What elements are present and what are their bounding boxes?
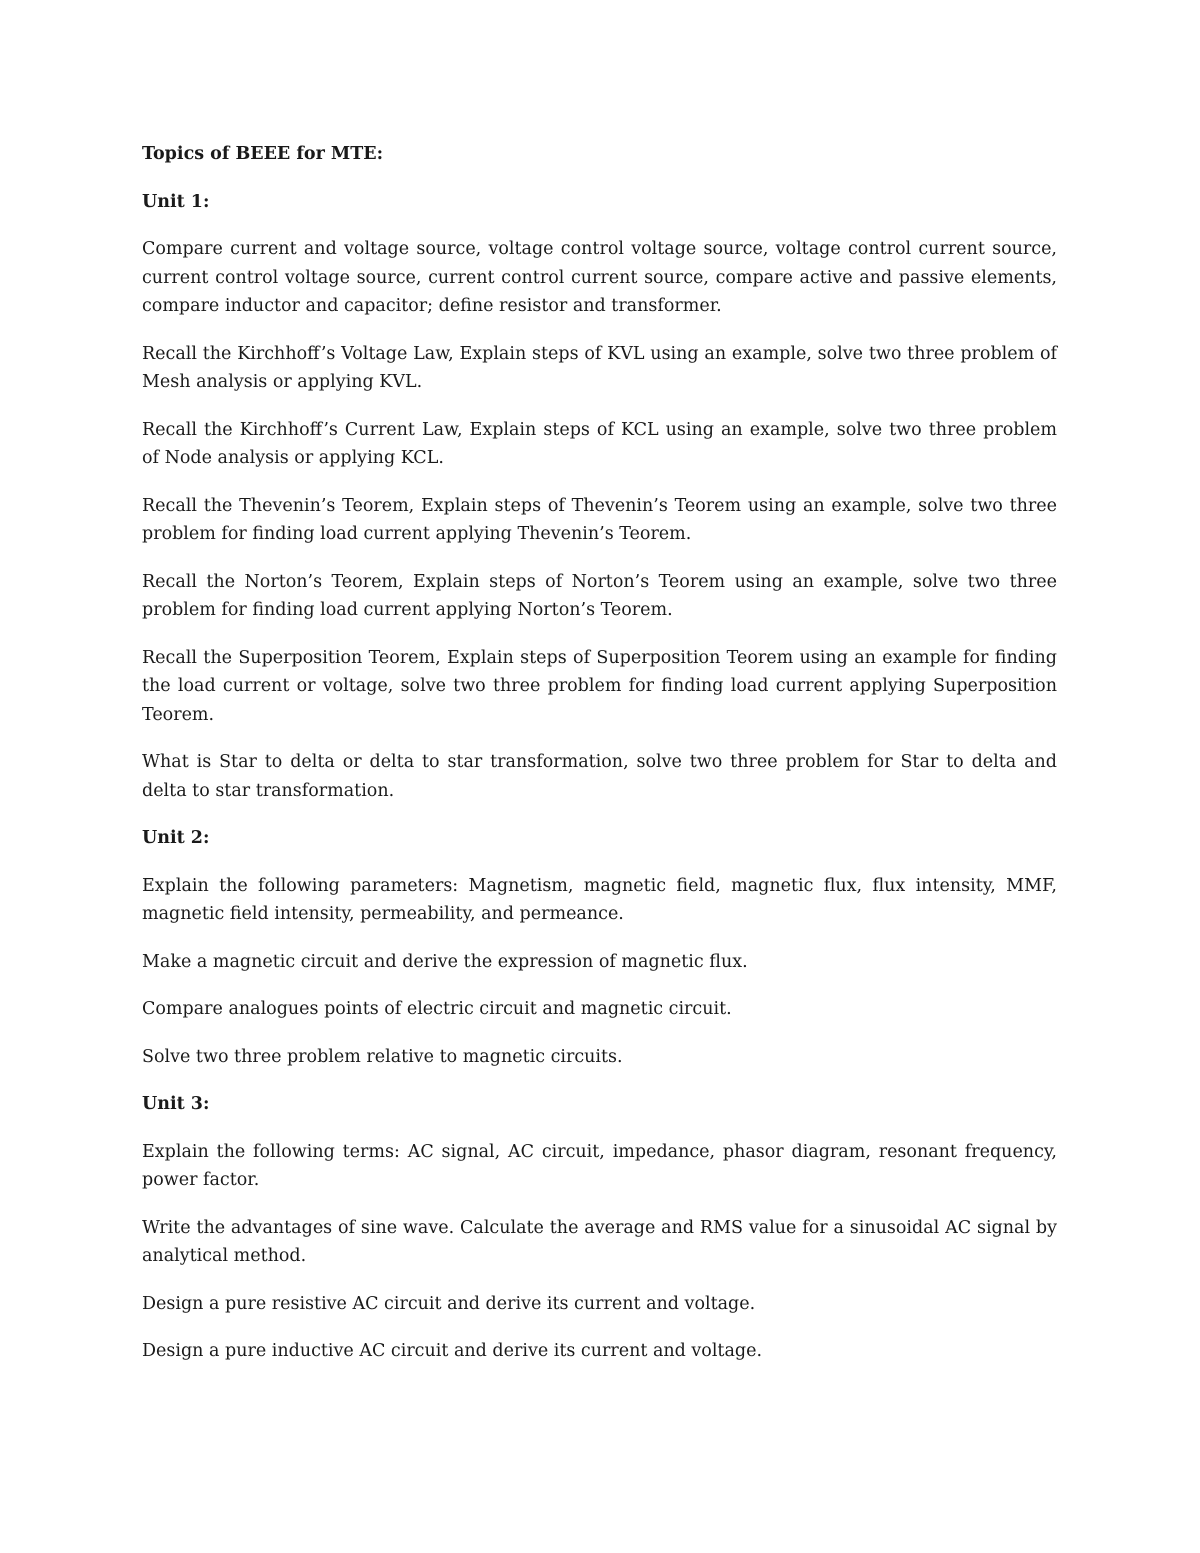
unit-2-paragraph-2: Make a magnetic circuit and derive the expression of magnetic flux.: [142, 951, 748, 972]
unit-3-paragraph-2: Write the advantages of sine wave. Calculate the average and RMS value for a sinusoidal AC signal by analytical method.: [142, 1217, 1057, 1266]
unit-3-heading: Unit 3:: [142, 1094, 210, 1114]
unit-3-paragraph-3: Design a pure resistive AC circuit and derive its current and voltage.: [142, 1293, 756, 1314]
unit-1-paragraph-2: Recall the Kirchhoff’s Voltage Law, Explain steps of KVL using an example, solve two three problem of Mesh analysis or applying KVL.: [142, 343, 1057, 392]
unit-2-section: [142, 824, 1057, 1071]
unit-2-heading: Unit 2:: [142, 828, 210, 848]
unit-2-paragraph-1: Explain the following parameters: Magnetism, magnetic field, magnetic flux, flux intensity, MMF, magnetic field intensity, permeability, and permeance.: [142, 875, 1057, 924]
unit-1-heading: Unit 1:: [142, 191, 210, 212]
unit-1-paragraph-7: What is Star to delta or delta to star transformation, solve two three problem for Star to delta and delta to star transformation.: [142, 752, 1057, 801]
document-body: [142, 140, 1057, 1385]
unit-2-paragraph-4: Solve two three problem relative to magnetic circuits.: [142, 1046, 623, 1067]
unit-1-paragraph-6: Recall the Superposition Teorem, Explain steps of Superposition Teorem using an example for finding the load current or voltage, solve two three problem for finding load current applying Superposition Teorem.: [142, 647, 1057, 725]
unit-1-paragraph-4: Recall the Thevenin’s Teorem, Explain steps of Thevenin’s Teorem using an example, solve two three problem for finding load current applying Thevenin’s Teorem.: [142, 495, 1057, 544]
document-title: Topics of BEEE for MTE:: [142, 144, 384, 164]
unit-1-section: [142, 188, 1057, 806]
unit-3-paragraph-4: Design a pure inductive AC circuit and derive its current and voltage.: [142, 1341, 763, 1361]
unit-3-paragraph-1: Explain the following terms: AC signal, AC circuit, impedance, phasor diagram, resonant frequency, power factor.: [142, 1141, 1057, 1190]
unit-1-paragraph-3: Recall the Kirchhoff’s Current Law, Explain steps of KCL using an example, solve two three problem of Node analysis or applying KCL.: [142, 419, 1057, 468]
unit-2-paragraph-3: Compare analogues points of electric circuit and magnetic circuit.: [142, 999, 732, 1019]
unit-1-paragraph-1: Compare current and voltage source, voltage control voltage source, voltage control current source, current control voltage source, current control current source, compare active and passive elements, compare inductor and capacitor; define resistor and transformer.: [142, 239, 1057, 316]
unit-1-paragraph-5: Recall the Norton’s Teorem, Explain steps of Norton’s Teorem using an example, solve two three problem for finding load current applying Norton’s Teorem.: [142, 571, 1057, 620]
unit-3-section: [142, 1090, 1057, 1366]
